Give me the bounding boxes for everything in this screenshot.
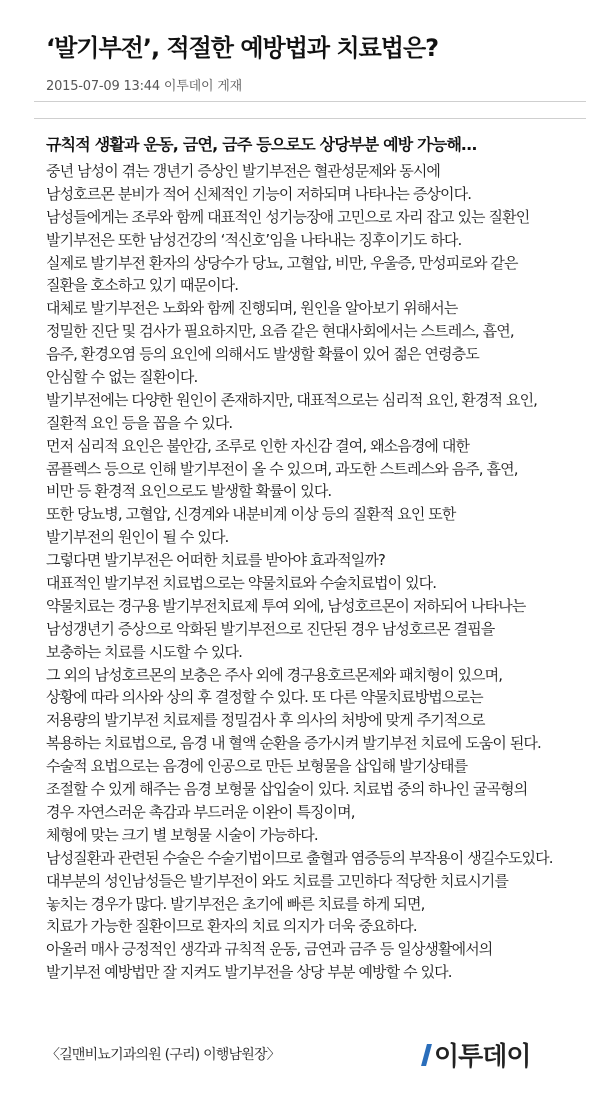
article-line: 음주, 환경오염 등의 요인에 의해서도 발생할 확률이 있어 젊은 연령층도 xyxy=(46,345,479,364)
logo-wordmark: 이투데이 xyxy=(434,1041,531,1072)
article-line: 남성호르몬 분비가 적어 신체적인 기능이 저하되며 나타나는 증상이다. xyxy=(46,184,472,203)
article-line: 남성질환과 관련된 수술은 수술기법이므로 출혈과 염증등의 부작용이 생길수도있다. xyxy=(46,848,553,867)
article-line: 정밀한 진단 및 검사가 필요하지만, 요즘 같은 현대사회에서는 스트레스, 흡연, xyxy=(46,322,514,341)
article-line: 질환적 요인 등을 꼽을 수 있다. xyxy=(46,413,233,432)
article-subheading: 규칙적 생활과 운동, 금연, 금주 등으로도 상당부분 예방 가능해… xyxy=(46,135,477,154)
article-line: 발기부전 예방법만 잘 지켜도 발기부전을 상당 부분 예방할 수 있다. xyxy=(46,963,452,982)
article-line: 질환을 호소하고 있기 때문이다. xyxy=(46,276,239,295)
article-line: 먼저 심리적 요인은 불안감, 조루로 인한 자신감 결여, 왜소음경에 대한 xyxy=(46,436,470,455)
article-line: 체형에 맞는 크기 별 보형물 시술이 가능하다. xyxy=(46,825,318,844)
article-line: 놓치는 경우가 많다. 발기부전은 초기에 빠른 치료를 하게 되면, xyxy=(46,894,425,913)
article-line: 콤플렉스 등으로 인해 발기부전이 올 수 있으며, 과도한 스트레스와 음주, 흡연, xyxy=(46,459,518,478)
article-line: 발기부전은 또한 남성건강의 ‘적신호’임을 나타내는 징후이기도 하다. xyxy=(46,230,462,249)
publisher-logo xyxy=(424,1037,530,1071)
article-line: 조절할 수 있게 해주는 음경 보형물 삽입술이 있다. 치료법 중의 하나인 굴곡형의 xyxy=(46,780,528,799)
article-line: 대표적인 발기부전 치료법으로는 약물치료와 수술치료법이 있다. xyxy=(46,574,437,593)
article-line: 약물치료는 경구용 발기부전치료제 투여 외에, 남성호르몬이 저하되어 나타나는 xyxy=(46,596,526,615)
article-line: 상황에 따라 의사와 상의 후 결정할 수 있다. 또 다른 약물치료방법으로는 xyxy=(46,688,483,707)
article-body xyxy=(46,160,586,984)
article-line: 대부분의 성인남성들은 발기부전이 와도 치료를 고민하다 적당한 치료시기를 xyxy=(46,871,508,890)
article-headline: ‘발기부전’, 적절한 예방법과 치료법은? xyxy=(46,34,439,62)
article-line: 발기부전의 원인이 될 수 있다. xyxy=(46,528,229,547)
article-line: 남성들에게는 조루와 함께 대표적인 성기능장애 고민으로 자리 잡고 있는 질환인 xyxy=(46,207,530,226)
article-line: 아울러 매사 긍정적인 생각과 규칙적 운동, 금연과 금주 등 일상생활에서의 xyxy=(46,940,493,959)
article-line: 중년 남성이 겪는 갱년기 증상인 발기부전은 혈관성문제와 동시에 xyxy=(46,162,441,180)
article-line: 복용하는 치료법으로, 음경 내 혈액 순환을 증가시켜 발기부전 치료에 도움이 된다. xyxy=(46,734,541,753)
article-meta: 2015-07-09 13:44 이투데이 게재 xyxy=(46,79,242,94)
article-line: 대체로 발기부전은 노화와 함께 진행되며, 원인을 알아보기 위해서는 xyxy=(46,299,458,318)
divider-bottom xyxy=(34,118,586,119)
article-source: 〈길맨비뇨기과의원 (구리) 이행남원장〉 xyxy=(46,1047,280,1063)
article-line: 수술적 요법으로는 음경에 인공으로 만든 보형물을 삽입해 발기상태를 xyxy=(46,757,468,776)
article-line: 치료가 가능한 질환이므로 환자의 치료 의지가 더욱 중요하다. xyxy=(46,917,417,936)
article-line: 실제로 발기부전 환자의 상당수가 당뇨, 고혈압, 비만, 우울증, 만성피로와 같은 xyxy=(46,253,518,272)
logo-accent-mark xyxy=(421,1044,432,1066)
article-line: 또한 당뇨병, 고혈압, 신경계와 내분비계 이상 등의 질환적 요인 또한 xyxy=(46,505,456,524)
article-line: 보충하는 치료를 시도할 수 있다. xyxy=(46,642,243,661)
article-line: 그렇다면 발기부전은 어떠한 치료를 받아야 효과적일까? xyxy=(46,551,385,570)
article-line: 비만 등 환경적 요인으로도 발생할 확률이 있다. xyxy=(46,482,332,501)
article-line: 발기부전에는 다양한 원인이 존재하지만, 대표적으로는 심리적 요인, 환경적 요인, xyxy=(46,390,538,409)
article-line: 경우 자연스러운 촉감과 부드러운 이완이 특징이며, xyxy=(46,802,355,821)
article-line: 남성갱년기 증상으로 악화된 발기부전으로 진단된 경우 남성호르몬 결핍을 xyxy=(46,619,495,638)
divider-top xyxy=(34,101,586,102)
article-line: 저용량의 발기부전 치료제를 정밀검사 후 의사의 처방에 맞게 주기적으로 xyxy=(46,711,485,730)
article-line: 안심할 수 없는 질환이다. xyxy=(46,368,198,387)
article-line: 그 외의 남성호르몬의 보충은 주사 외에 경구용호르몬제와 패치형이 있으며, xyxy=(46,665,503,684)
